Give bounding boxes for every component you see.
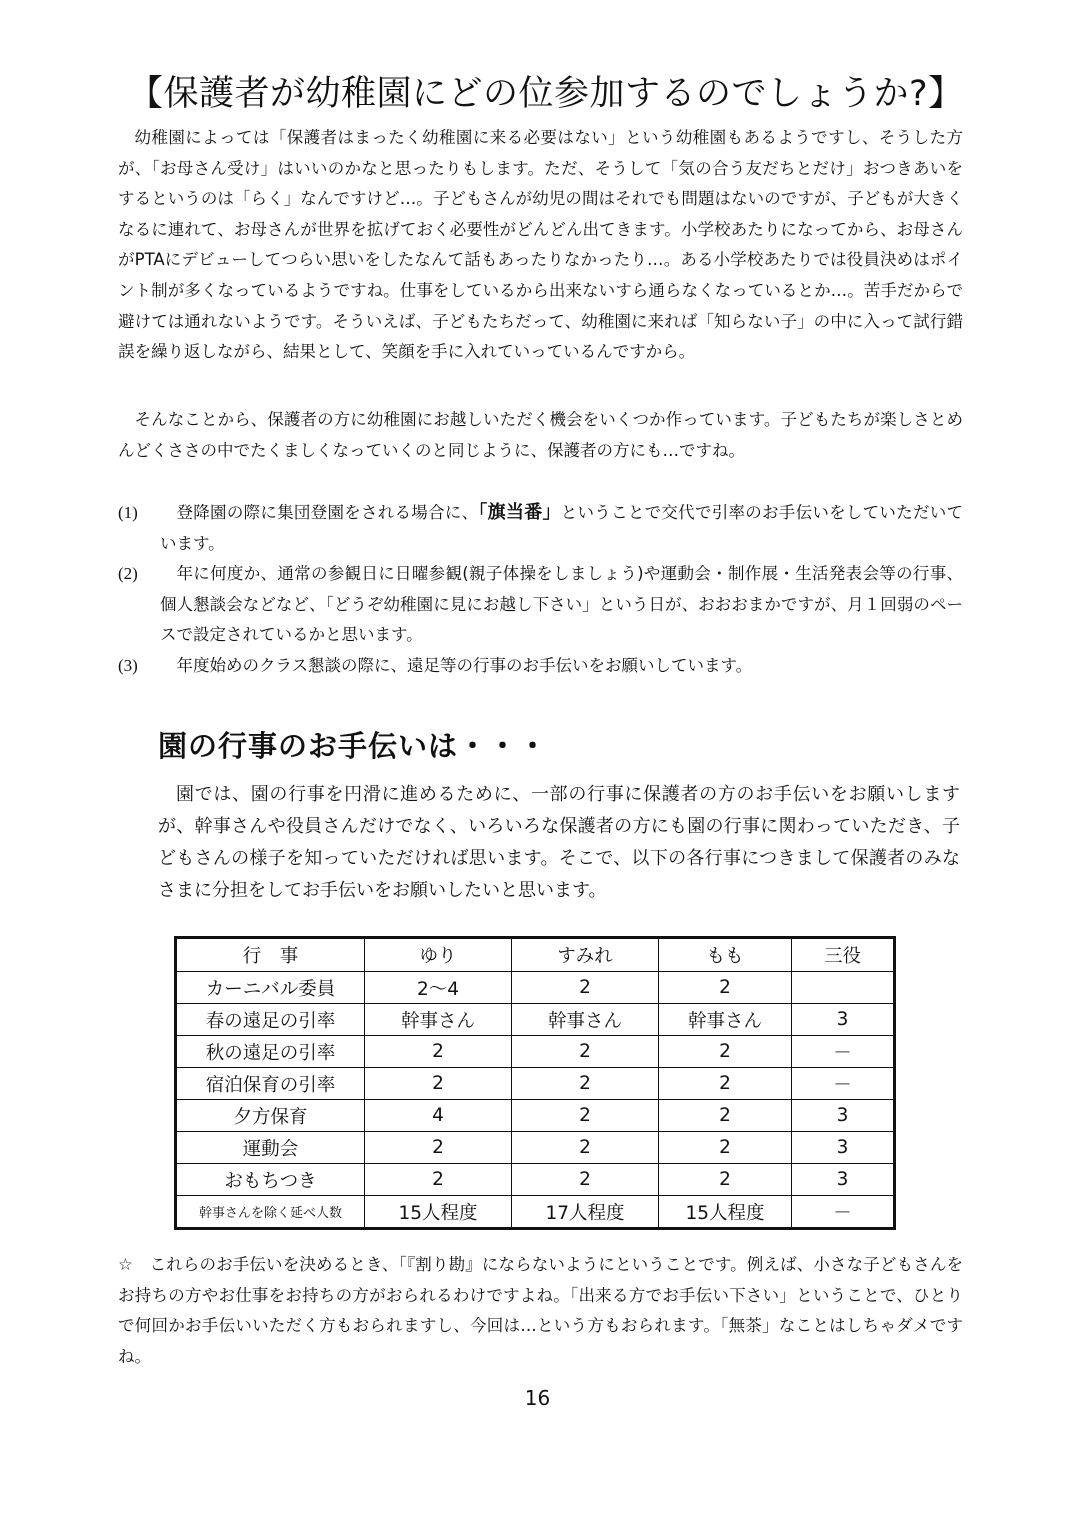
- participation-list: [118, 498, 963, 682]
- page-number: 16: [524, 1386, 551, 1410]
- table-cell: 幹事さんを除く延べ人数: [176, 1196, 365, 1229]
- list-text: 年度始めのクラス懇談の際に、遠足等の行事のお手伝いをお願いしています。: [176, 655, 753, 675]
- table-cell: 2～4: [365, 972, 512, 1004]
- table-cell: 3: [792, 1100, 895, 1132]
- table-header: すみれ: [512, 938, 659, 972]
- page-title: 【保護者が幼稚園にどの位参加するのでしょうか?】: [128, 74, 964, 114]
- list-text: 登降園の際に集団登園をされる場合に、: [176, 503, 479, 522]
- table-cell: －: [792, 1068, 895, 1100]
- table-cell: 3: [792, 1004, 895, 1036]
- table-header: 行 事: [176, 938, 365, 972]
- chores-table: [174, 936, 896, 1230]
- table-cell: 2: [512, 1132, 659, 1164]
- table-row: [176, 1068, 895, 1100]
- table-cell: 2: [512, 1036, 659, 1068]
- table-cell: 4: [365, 1100, 512, 1132]
- table-cell: 運動会: [176, 1132, 365, 1164]
- table-cell: －: [792, 1036, 895, 1068]
- note-paragraph: ☆ これらのお手伝いを決めるとき、「『割り勘』にならないようにということです。例えば、小さな子どもさんをお持ちの方やお仕事をお持ちの方がおられるわけですよね。「出来る方でお手伝い下さい」ということで、ひとりで何回かお手伝いいただく方もおられますし、今回は…という方もおられます。「無茶」なことはしちゃダメですね。: [118, 1255, 963, 1366]
- table-cell: 17人程度: [512, 1196, 659, 1229]
- list-item: [118, 651, 963, 682]
- table-header-row: [176, 938, 895, 972]
- section-paragraph: 園では、園の行事を円滑に進めるために、一部の行事に保護者の方のお手伝いをお願いしますが、幹事さんや役員さんだけでなく、いろいろな保護者の方にも園の行事に関わっていただき、子どもさんの様子を知っていただければ思います。そこで、以下の各行事につきまして保護者のみなさまに分担をしてお手伝いをお願いしたいと思います。: [158, 784, 960, 901]
- table-cell: 2: [659, 1068, 792, 1100]
- table-cell: 2: [512, 1100, 659, 1132]
- table-cell: 2: [365, 1036, 512, 1068]
- section-heading: 園の行事のお手伝いは・・・: [158, 729, 549, 763]
- table-cell: 2: [659, 1100, 792, 1132]
- table-cell: 2: [512, 1068, 659, 1100]
- table-header: もも: [659, 938, 792, 972]
- table-row: [176, 1196, 895, 1229]
- table-cell: [792, 972, 895, 1004]
- table-cell: 2: [365, 1132, 512, 1164]
- table-cell: 3: [792, 1132, 895, 1164]
- table-cell: 2: [512, 972, 659, 1004]
- table-cell: 2: [659, 1164, 792, 1196]
- table-cell: 幹事さん: [659, 1004, 792, 1036]
- second-paragraph: そんなことから、保護者の方に幼稚園にお越しいただく機会をいくつか作っています。子どもたちが楽しさとめんどくささの中でたくましくなっていくのと同じように、保護者の方にも…ですね。: [118, 410, 963, 460]
- table-cell: 2: [659, 1036, 792, 1068]
- list-text-continued: ということで交代で引率のお手伝いをしていただいています。: [160, 503, 964, 553]
- list-number: (3): [118, 655, 138, 675]
- table-cell: カーニバル委員: [176, 972, 365, 1004]
- table-cell: おもちつき: [176, 1164, 365, 1196]
- table-cell: 2: [365, 1068, 512, 1100]
- list-number: (1): [118, 503, 138, 522]
- intro-paragraph: 幼稚園によっては「保護者はまったく幼稚園に来る必要はない」という幼稚園もあるようですし、そうした方が、「お母さん受け」はいいのかなと思ったりもします。ただ、そうして「気の合う友だちとだけ」おつきあいをするというのは「らく」なんですけど…。子どもさんが幼児の間はそれでも問題はないのですが、子どもが大きくなるに連れて、お母さんが世界を拡げておく必要性がどんどん出てきます。小学校あたりになってから、お母さんがPTAにデビューしてつらい思いをしたなんて話もあったりなかったり…。ある小学校あたりでは役員決めはポイント制が多くなっているようですね。仕事をしているから出来ないすら通らなくなっているとか…。苦手だからで避けては通れないようです。そういえば、子どもたちだって、幼稚園に来れば「知らない子」の中に入って試行錯誤を繰り返しながら、結果として、笑顔を手に入れていっているんですから。: [118, 128, 964, 362]
- list-number: (2): [118, 564, 138, 584]
- table-row: [176, 1100, 895, 1132]
- table-cell: 秋の遠足の引率: [176, 1036, 365, 1068]
- table-cell: 2: [659, 1132, 792, 1164]
- table-row: [176, 1036, 895, 1068]
- list-item: [118, 498, 963, 559]
- list-text: 年に何度か、通常の参観日に日曜参観(親子体操をしましょう)や運動会・制作展・生活発表会等の行事、個人懇談会などなど、「どうぞ幼稚園に見にお越し下さい」という日が、おおおまかですが、月１回弱のペースで設定されているかと思います。: [160, 564, 963, 645]
- table-header: ゆり: [365, 938, 512, 972]
- table-cell: 春の遠足の引率: [176, 1004, 365, 1036]
- table-row: [176, 1164, 895, 1196]
- table-row: [176, 972, 895, 1004]
- table-cell: －: [792, 1196, 895, 1229]
- table-cell: 2: [512, 1164, 659, 1196]
- table-row: [176, 1004, 895, 1036]
- table-cell: 幹事さん: [512, 1004, 659, 1036]
- table-row: [176, 1132, 895, 1164]
- bold-term: 「旗当番」: [478, 502, 561, 523]
- table-cell: 2: [365, 1164, 512, 1196]
- table-cell: 夕方保育: [176, 1100, 365, 1132]
- table-header: 三役: [792, 938, 895, 972]
- table-cell: 幹事さん: [365, 1004, 512, 1036]
- table-cell: 15人程度: [659, 1196, 792, 1229]
- table-cell: 15人程度: [365, 1196, 512, 1229]
- list-item: [118, 559, 963, 651]
- table-cell: 3: [792, 1164, 895, 1196]
- table-cell: 宿泊保育の引率: [176, 1068, 365, 1100]
- table-cell: 2: [659, 972, 792, 1004]
